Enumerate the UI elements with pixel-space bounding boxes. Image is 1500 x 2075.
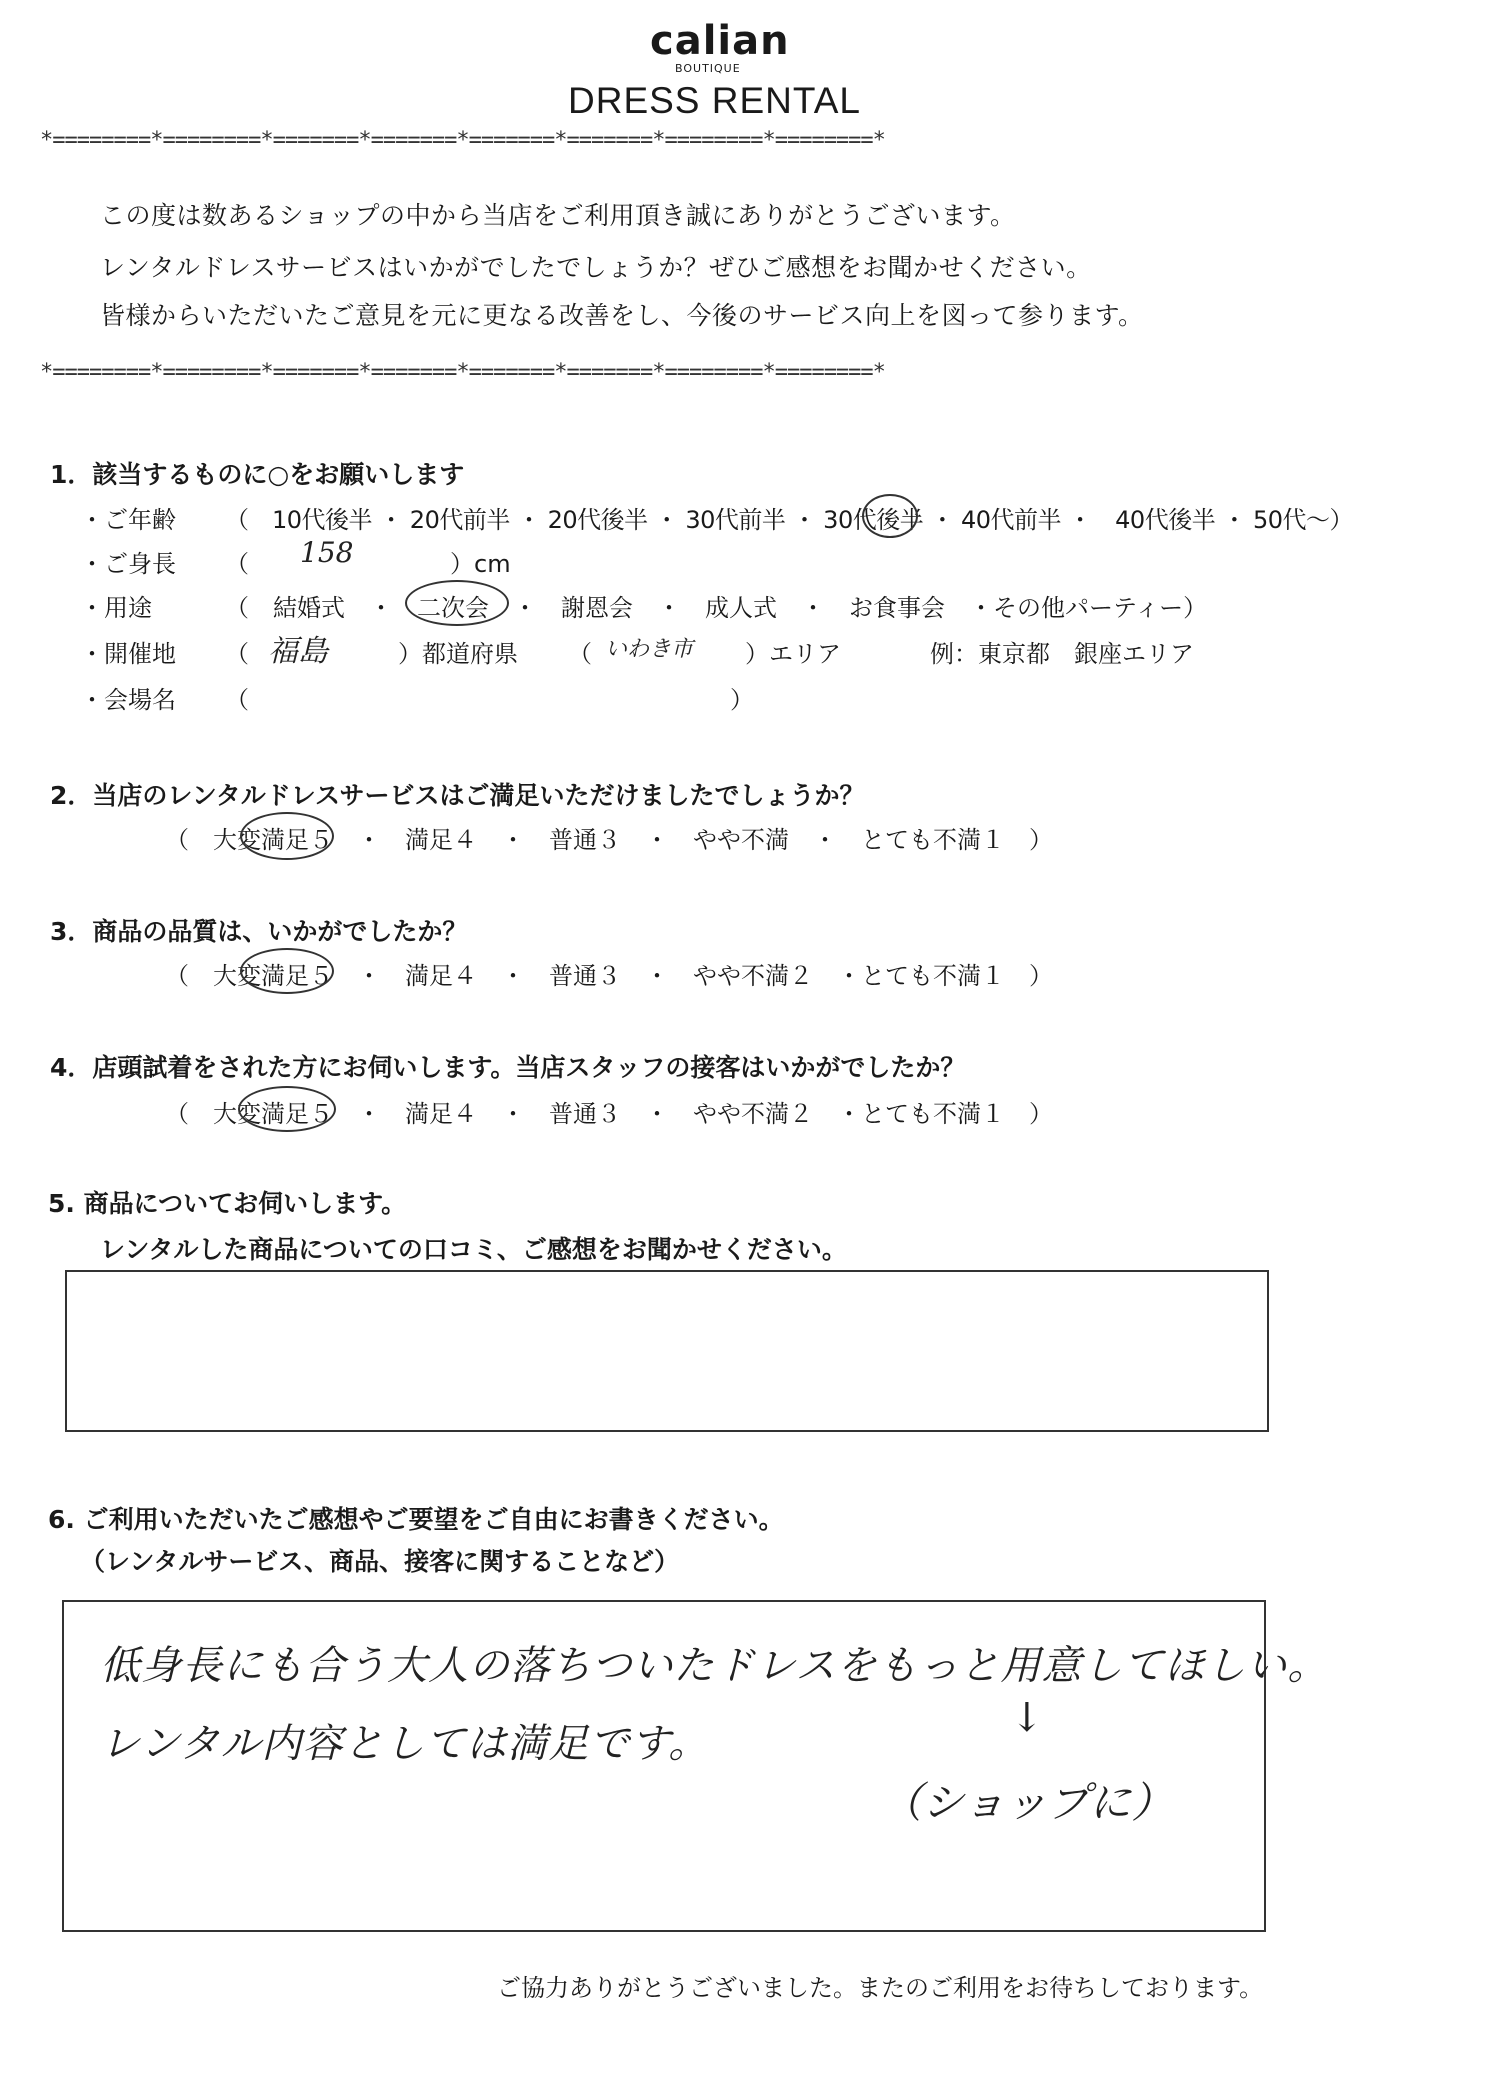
q4-title: 4．店頭試着をされた方にお伺いします。当店スタッフの接客はいかがでしたか？ [50,1053,966,1082]
intro-line-3: 皆様からいただいたご意見を元に更なる改善をし、今後のサービス向上を図って参ります。 [100,301,1144,330]
prefecture-value: 福島 [268,634,328,669]
area-open-paren: （ [568,640,592,668]
divider-top: *========*========*=======*=======*=======*=======*========*========* [40,128,885,153]
purpose-label: ・用途 [80,594,152,622]
q2-selection-circle [240,812,334,860]
q5-answer-box [65,1270,1269,1432]
q5-title: 5. 商品についてお伺いします。 [48,1189,407,1218]
logo-brand: calian [650,18,790,64]
venue-name-close-paren: ） [730,686,754,714]
q2-options: （ 大変満足５ ・ 満足４ ・ 普通３ ・ やや不満 ・ とても不満１ ） [165,826,1053,854]
area-suffix: ）エリア [745,640,841,668]
height-open-paren: （ [225,550,249,578]
pref-open-paren: （ [225,640,249,668]
logo-title: DRESS RENTAL [568,80,861,121]
footer-thanks: ご協力ありがとうございました。またのご利用をお待ちしております。 [497,1974,1264,2002]
q3-options: （ 大変満足５ ・ 満足４ ・ 普通３ ・ やや不満２ ・とても不満１ ） [165,962,1053,990]
q3-selection-circle [240,948,334,994]
area-value: いわき市 [605,637,694,662]
q6-title: 6. ご利用いただいたご感想やご要望をご自由にお書きください。 [48,1505,784,1534]
q6-subtitle: （レンタルサービス、商品、接客に関することなど） [80,1547,680,1576]
height-unit: ）cm [450,550,511,578]
venue-name-label: ・会場名 [80,686,176,714]
q2-title: 2．当店のレンタルドレスサービスはご満足いただけましたでしょうか？ [50,781,865,810]
logo-subtitle: BOUTIQUE [675,62,741,75]
q6-arrow-icon: ↓ [1010,1695,1044,1741]
q5-subtitle: レンタルした商品についての口コミ、ご感想をお聞かせください。 [100,1235,847,1264]
q3-title: 3．商品の品質は、いかがでしたか？ [50,917,468,946]
prefecture-suffix: ）都道府県 [398,640,518,668]
intro-line-2: レンタルドレスサービスはいかがでしたでしょうか？ぜひご感想をお聞かせください。 [100,253,1092,282]
age-selection-circle [862,494,918,538]
q6-answer-line-2: レンタル内容としては満足です。 [100,1721,710,1767]
height-value: 158 [300,536,354,569]
divider-bottom: *========*========*=======*=======*=======*=======*========*========* [40,360,885,385]
venue-name-open-paren: （ [225,686,249,714]
q1-title: 1．該当するものに○をお願いします [50,460,465,489]
q4-options: （ 大変満足５ ・ 満足４ ・ 普通３ ・ やや不満２ ・とても不満１ ） [165,1100,1053,1128]
intro-line-1: この度は数あるショップの中から当店をご利用頂き誠にありがとうございます。 [100,201,1016,230]
height-label: ・ご身長 [80,550,176,578]
venue-area-label: ・開催地 [80,640,176,668]
q6-answer-line-1: 低身長にも合う大人の落ちついたドレスをもっと用意してほしい。 [100,1643,1329,1689]
q4-selection-circle [238,1086,336,1132]
q6-answer-note: （ショップに） [880,1778,1174,1827]
venue-example: 例：東京都 銀座エリア [930,640,1194,668]
age-options: （ 10代後半 ・ 20代前半 ・ 20代後半 ・ 30代前半 ・ 30代後半 ・ 40代前半 ・ 40代後半 ・ 50代～） [225,506,1353,534]
age-label: ・ご年齢 [80,506,176,534]
purpose-options: （ 結婚式 ・ 二次会 ・ 謝恩会 ・ 成人式 ・ お食事会 ・その他パーティー） [225,594,1208,622]
purpose-selection-circle [405,580,509,626]
